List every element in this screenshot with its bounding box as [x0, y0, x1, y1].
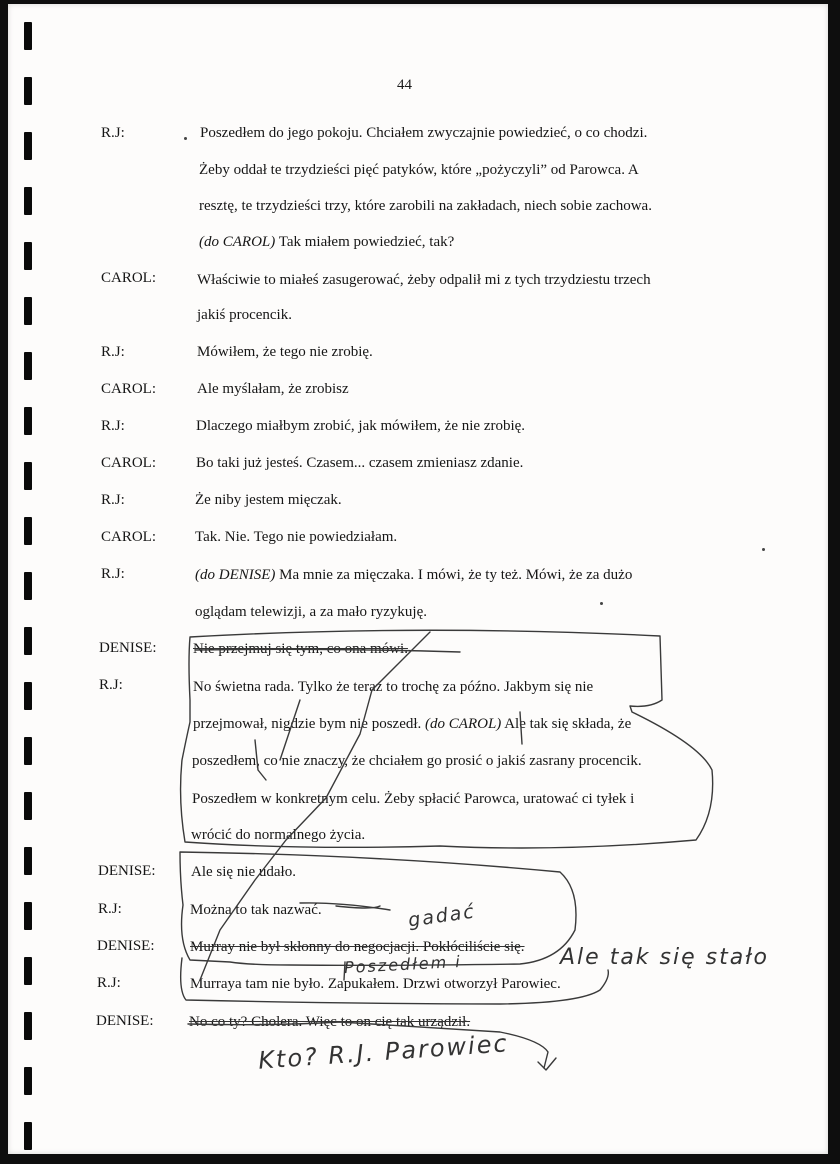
dialogue-text: Tak miałem powiedzieć, tak? [275, 234, 455, 250]
dialogue-line: Murraya tam nie było. Zapukałem. Drzwi otworzył Parowiec. [190, 976, 561, 992]
dialogue-line: Bo taki już jesteś. Czasem... czasem zmieniasz zdanie. [196, 455, 524, 471]
speaker-label: CAROL: [101, 529, 157, 545]
binding-hole [24, 187, 32, 215]
dialogue-line: Mówiłem, że tego nie zrobię. [197, 344, 373, 360]
stage-direction: (do CAROL) [199, 234, 276, 250]
dialogue-line [193, 716, 631, 733]
speaker-label: R.J: [99, 677, 123, 693]
dialogue-line [199, 234, 454, 251]
page-number: 44 [397, 77, 412, 93]
binding-hole [24, 1067, 32, 1095]
binding-hole [24, 22, 32, 50]
binding-hole [24, 77, 32, 105]
speaker-label: DENISE: [99, 640, 157, 656]
dialogue-line: jakiś procencik. [197, 307, 292, 323]
binding-hole [24, 132, 32, 160]
dialogue-line: Poszedłem do jego pokoju. Chciałem zwyczajnie powiedzieć, o co chodzi. [200, 125, 648, 141]
speaker-label: DENISE: [97, 938, 155, 954]
speaker-label: R.J: [97, 975, 121, 991]
speaker-label: CAROL: [101, 455, 157, 471]
speaker-label: R.J: [101, 125, 125, 141]
handwritten-note: Ale tak się stało [560, 945, 769, 970]
binding-hole [24, 682, 32, 710]
dialogue-line: oglądam telewizji, a za mało ryzykuję. [195, 604, 427, 620]
handwritten-note: gadać [406, 900, 478, 932]
binding-hole [24, 627, 32, 655]
speaker-label: DENISE: [96, 1013, 154, 1029]
binding-hole [24, 352, 32, 380]
dialogue-line: poszedłem, co nie znaczy, że chciałem go prosić o jakiś zasrany procencik. [192, 753, 642, 769]
speaker-label: CAROL: [101, 270, 157, 286]
binding-hole [24, 572, 32, 600]
speaker-label: R.J: [101, 566, 125, 582]
dialogue-line: Właściwie to miałeś zasugerować, żeby odpalił mi z tych trzydziestu trzech [197, 272, 651, 288]
binding-hole [24, 792, 32, 820]
speaker-label: R.J: [101, 418, 125, 434]
speaker-label: R.J: [98, 901, 122, 917]
binding-hole [24, 957, 32, 985]
binding-hole [24, 902, 32, 930]
binding-hole [24, 737, 32, 765]
dialogue-line: No świetna rada. Tylko że teraz to trochę za późno. Jakbym się nie [193, 679, 594, 695]
dialogue-line: resztę, te trzydzieści trzy, które zarobili na zakładach, niech sobie zachowa. [199, 198, 652, 214]
dialogue-line [195, 567, 632, 584]
dialogue-line: Że niby jestem mięczak. [195, 492, 342, 508]
dialogue-line: wrócić do normalnego życia. [191, 827, 366, 843]
speaker-label: CAROL: [101, 381, 157, 397]
speaker-label: R.J: [101, 492, 125, 508]
stage-direction: (do CAROL) [425, 716, 502, 732]
dialogue-text: przejmował, nigdzie bym nie poszedł. [193, 716, 426, 732]
dialogue-line: Można to tak nazwać. [190, 902, 322, 918]
dialogue-text: Ale tak się składa, że [501, 716, 632, 732]
binding-hole [24, 242, 32, 270]
handwritten-note: Poszedłem i [343, 951, 463, 978]
dialogue-line-struck: Murray nie był skłonny do negocjacji. Pokłóciliście się. [190, 939, 525, 955]
speaker-label: DENISE: [98, 863, 156, 879]
binding-hole [24, 1012, 32, 1040]
binding-hole [24, 462, 32, 490]
binding-hole [24, 847, 32, 875]
dialogue-text: Ma mnie za mięczaka. I mówi, że ty też. Mówi, że za dużo [275, 567, 633, 583]
binding-hole [24, 1122, 32, 1150]
speaker-label: R.J: [101, 344, 125, 360]
binding-hole [24, 517, 32, 545]
dialogue-line: Ale myślałam, że zrobisz [197, 381, 349, 397]
dialogue-line: Poszedłem w konkretnym celu. Żeby spłacić Parowca, uratować ci tyłek i [192, 791, 635, 807]
dialogue-line: Tak. Nie. Tego nie powiedziałam. [195, 529, 398, 545]
dialogue-line: Ale się nie udało. [191, 864, 296, 880]
binding-hole [24, 407, 32, 435]
handwritten-note: Kto? R.J. Parowiec [257, 1029, 510, 1075]
dialogue-line: Dlaczego miałbym zrobić, jak mówiłem, że nie zrobię. [196, 418, 526, 434]
stage-direction: (do DENISE) [195, 567, 276, 583]
binding-hole [24, 297, 32, 325]
dialogue-line: Żeby oddał te trzydzieści pięć patyków, które „pożyczyli” od Parowca. A [199, 162, 639, 178]
dialogue-line-struck: No co ty? Cholera. Więc to on cię tak urządził. [189, 1014, 471, 1030]
dialogue-line-struck: Nie przejmuj się tym, co ona mówi. [193, 641, 408, 657]
